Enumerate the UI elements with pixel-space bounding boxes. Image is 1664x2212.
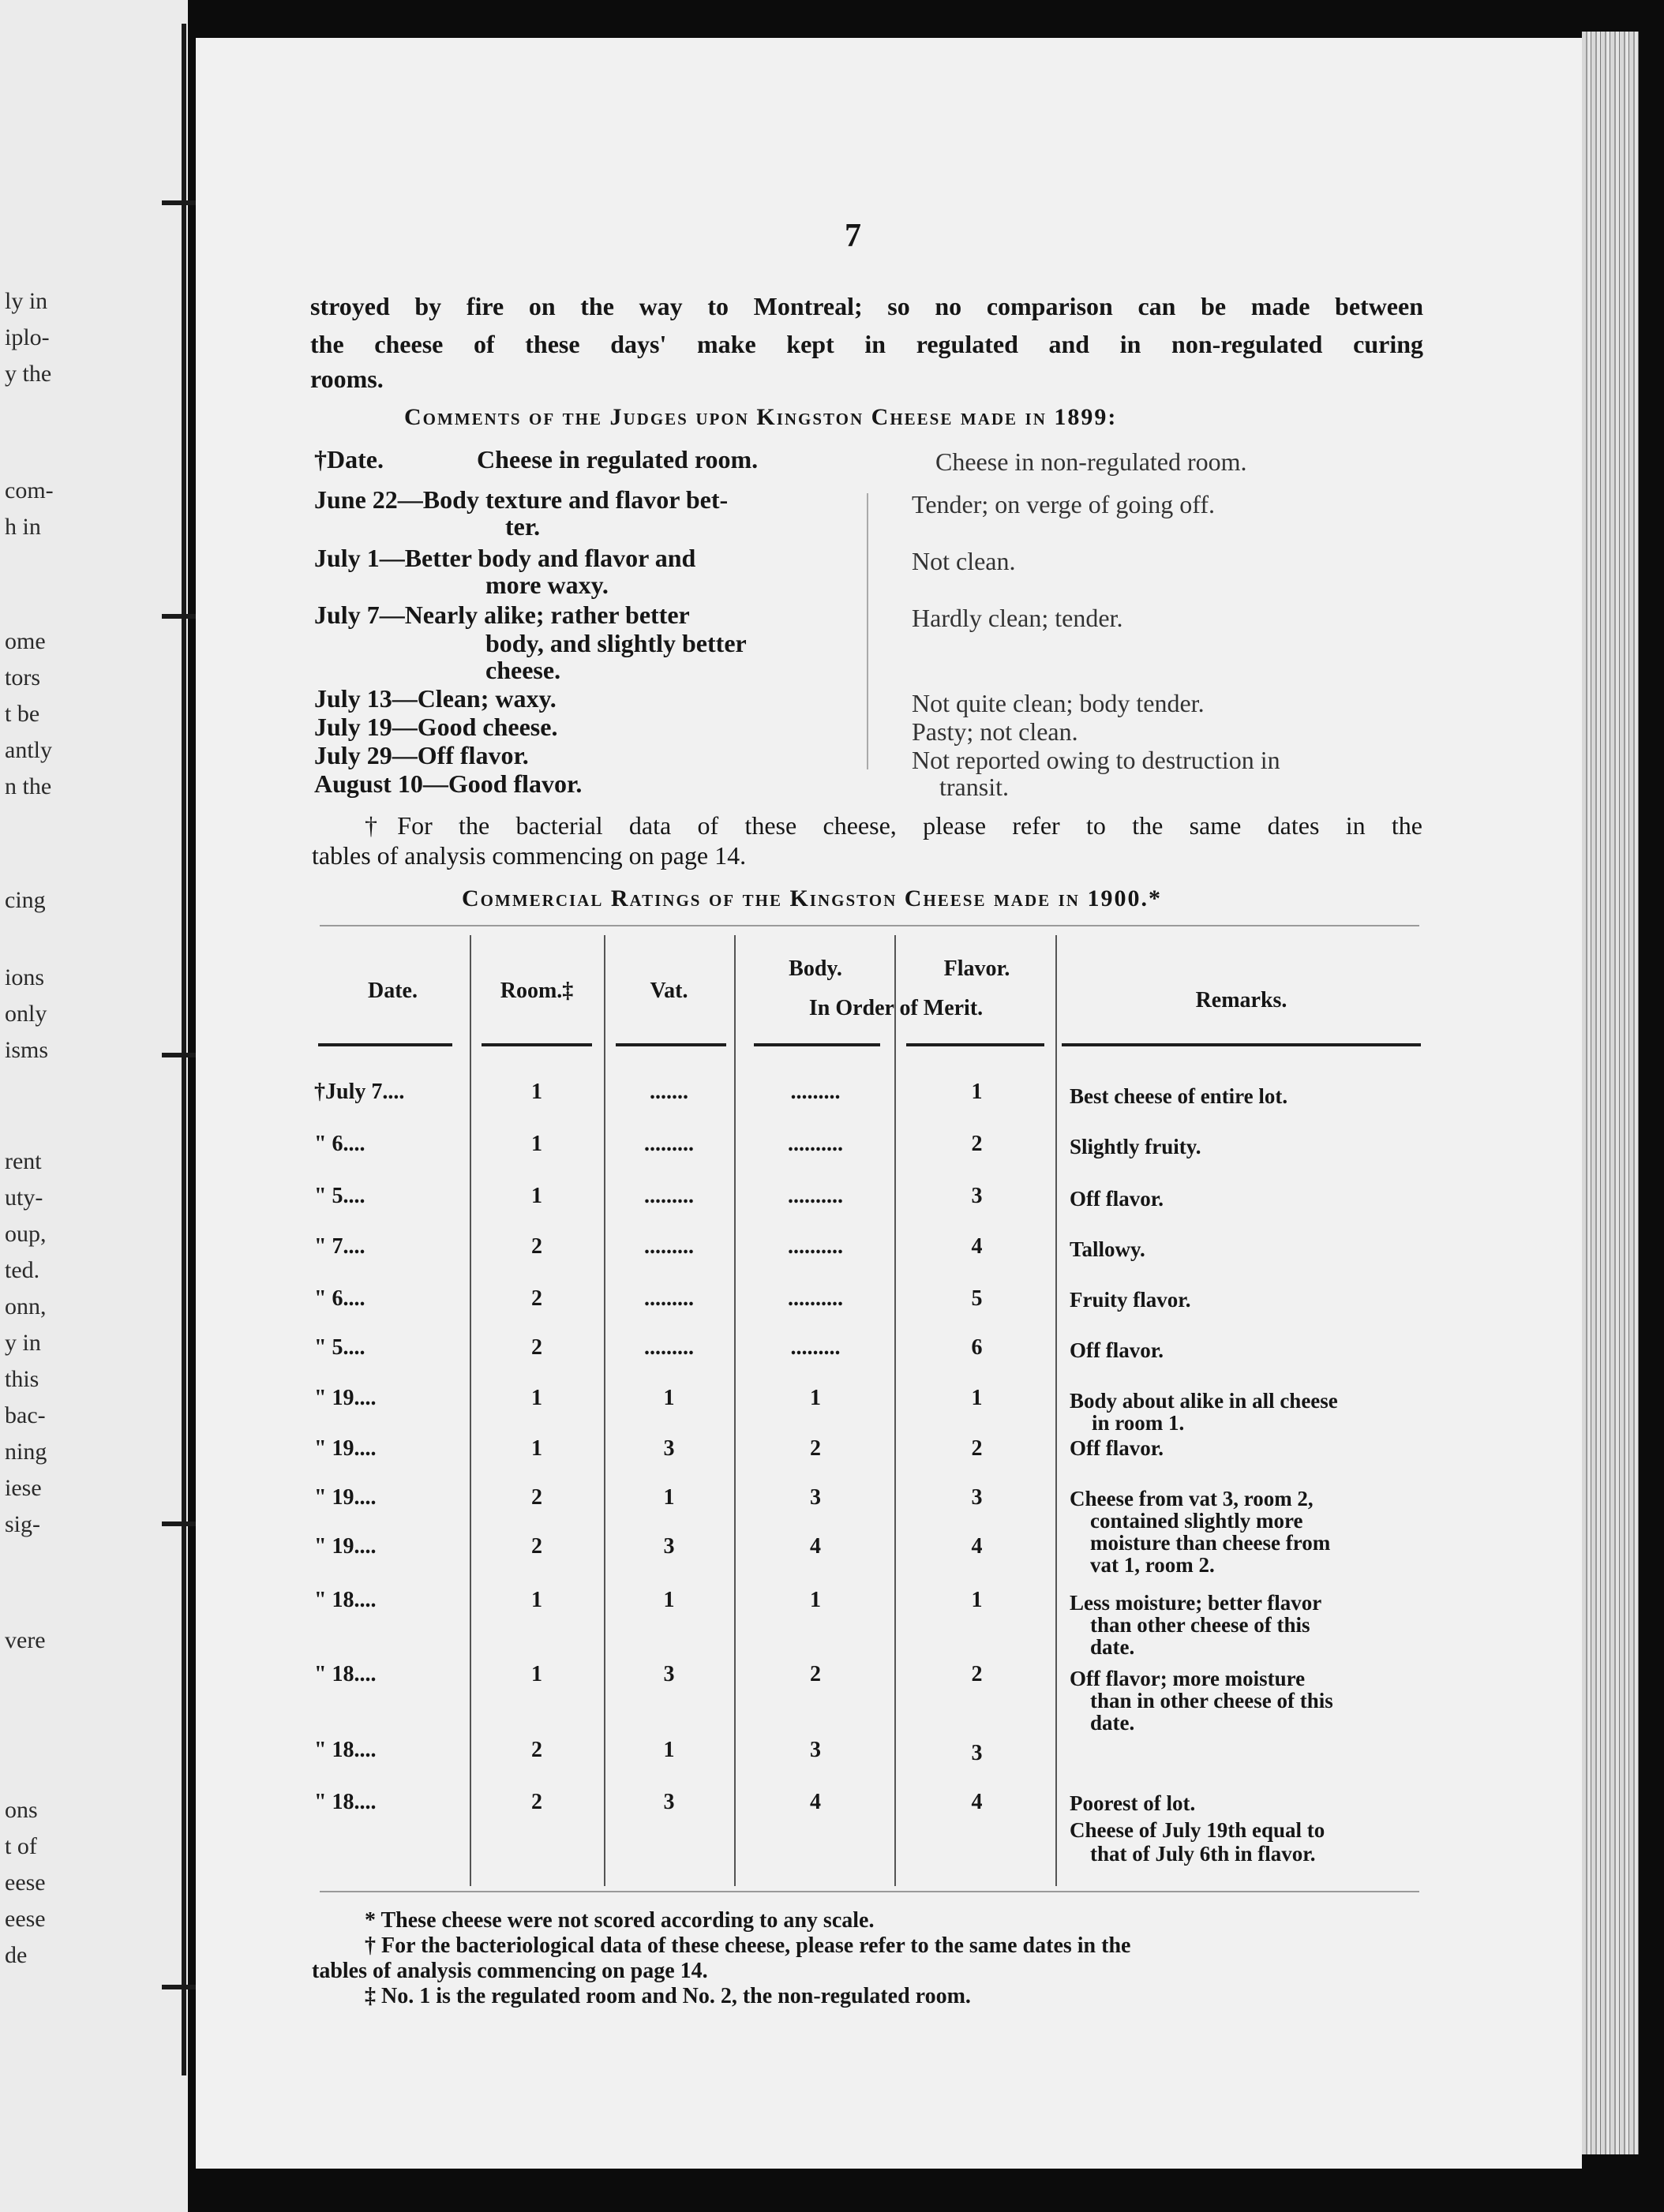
- cell-date: " 18....: [314, 1588, 377, 1612]
- cell-room: 2: [531, 1485, 542, 1510]
- comment-regulated: August 10—Good flavor.: [314, 769, 583, 798]
- header-rule: [482, 1043, 592, 1046]
- left-page-fragment: n the: [5, 773, 52, 799]
- cell-vat: 1: [663, 1738, 675, 1762]
- comments-divider: [867, 493, 868, 769]
- cell-room: 1: [531, 1588, 542, 1612]
- cell-flavor: 6: [971, 1335, 983, 1360]
- table-top-rule: [320, 925, 1419, 926]
- cell-body: .........: [790, 1335, 841, 1360]
- cell-remarks: date.: [1090, 1635, 1135, 1659]
- cell-flavor: 4: [971, 1234, 983, 1259]
- header-body: Body.: [789, 956, 842, 981]
- column-divider: [604, 935, 605, 1886]
- cell-vat: .........: [644, 1132, 694, 1156]
- cell-remarks: Off flavor; more moisture: [1070, 1667, 1306, 1690]
- left-page-fragment: sig-: [5, 1511, 40, 1537]
- cell-vat: 1: [663, 1386, 675, 1410]
- cell-room: 1: [531, 1080, 542, 1104]
- cell-body: 3: [810, 1485, 821, 1510]
- cell-vat: .......: [650, 1080, 688, 1104]
- left-page-fragment: ly in: [5, 288, 48, 314]
- cell-remarks: Less moisture; better flavor: [1070, 1591, 1322, 1615]
- left-page-fragment: h in: [5, 514, 41, 540]
- cell-body: 1: [810, 1386, 821, 1410]
- cell-remarks: Best cheese of entire lot.: [1070, 1084, 1288, 1108]
- column-divider: [1055, 935, 1057, 1886]
- cell-remarks: contained slightly more: [1090, 1509, 1303, 1533]
- column-divider: [894, 935, 896, 1886]
- left-page-fragment: iese: [5, 1475, 42, 1501]
- left-page-fragment: ning: [5, 1439, 47, 1465]
- comment-nonregulated: transit.: [939, 773, 1009, 801]
- cell-date: " 18....: [314, 1790, 377, 1814]
- comment-nonregulated: Not quite clean; body tender.: [912, 689, 1205, 717]
- comment-regulated: July 7—Nearly alike; rather better: [314, 601, 690, 629]
- cell-date: " 18....: [314, 1662, 377, 1686]
- cell-vat: 3: [663, 1662, 675, 1686]
- cell-body: ..........: [788, 1234, 843, 1259]
- ratings-heading: Commercial Ratings of the Kingston Cheese made in 1900.*: [462, 885, 1162, 911]
- cell-remarks: Off flavor.: [1070, 1436, 1164, 1460]
- left-page-fragment: t of: [5, 1833, 37, 1859]
- header-date: Date.: [368, 979, 418, 1003]
- intro-line: rooms.: [310, 365, 384, 393]
- page-number: 7: [845, 218, 861, 254]
- left-page-fragment: ons: [5, 1797, 38, 1823]
- cell-remarks: Off flavor.: [1070, 1338, 1164, 1362]
- left-page-fragment: eese: [5, 1870, 46, 1896]
- header-rule: [906, 1043, 1044, 1046]
- comment-regulated: more waxy.: [485, 571, 609, 599]
- left-page-fragment: vere: [5, 1627, 46, 1653]
- left-page-fragment: rent: [5, 1148, 42, 1174]
- cell-remarks: moisture than cheese from: [1090, 1531, 1331, 1555]
- cell-date: †July 7....: [314, 1080, 405, 1104]
- cell-flavor: 1: [971, 1588, 983, 1612]
- cell-flavor: 3: [971, 1741, 983, 1765]
- comment-regulated: July 13—Clean; waxy.: [314, 684, 557, 713]
- cell-remarks: Off flavor.: [1070, 1187, 1164, 1211]
- left-page-fragment: tors: [5, 664, 40, 691]
- cell-remarks: in room 1.: [1092, 1411, 1185, 1435]
- cell-remarks: Fruity flavor.: [1070, 1288, 1191, 1312]
- comment-nonregulated: Not clean.: [912, 547, 1016, 575]
- table-footnote: ‡ No. 1 is the regulated room and No. 2, the non-regulated room.: [365, 1984, 971, 2008]
- left-page-fragment: com-: [5, 477, 54, 503]
- cell-remarks: Cheese from vat 3, room 2,: [1070, 1487, 1314, 1510]
- left-facing-page: [0, 0, 188, 2212]
- header-vat: Vat.: [650, 979, 688, 1003]
- cell-flavor: 1: [971, 1386, 983, 1410]
- cell-remarks: that of July 6th in flavor.: [1090, 1842, 1316, 1866]
- header-rule: [318, 1043, 452, 1046]
- left-page-fragment: y in: [5, 1330, 41, 1356]
- left-page-fragment: cing: [5, 887, 46, 913]
- intro-line: stroyed by fire on the way to Montreal; so no comparison can be made between: [310, 292, 1423, 320]
- cell-body: ..........: [788, 1184, 843, 1208]
- column-divider: [734, 935, 736, 1886]
- table-footnote: † For the bacteriological data of these cheese, please refer to the same dates in the: [365, 1933, 1131, 1958]
- cell-vat: .........: [644, 1286, 694, 1311]
- comments-footnote: †For the bacterial data of these cheese, please refer to the same dates in the: [365, 811, 1422, 840]
- column-divider: [470, 935, 471, 1886]
- cell-vat: 1: [663, 1485, 675, 1510]
- comments-col-regulated: Cheese in regulated room.: [477, 445, 759, 473]
- cell-date: " 5....: [314, 1184, 365, 1208]
- left-page-fragment: eese: [5, 1906, 46, 1932]
- table-footnote: tables of analysis commencing on page 14.: [312, 1959, 708, 1983]
- cell-date: " 19....: [314, 1386, 377, 1410]
- header-rule: [616, 1043, 726, 1046]
- left-page-fragment: ome: [5, 628, 46, 654]
- cell-date: " 7....: [314, 1234, 365, 1259]
- cell-remarks: Body about alike in all cheese: [1070, 1389, 1338, 1413]
- cell-room: 1: [531, 1184, 542, 1208]
- cell-flavor: 3: [971, 1184, 983, 1208]
- comment-regulated: July 29—Off flavor.: [314, 741, 529, 769]
- cell-vat: .........: [644, 1234, 694, 1259]
- intro-line: the cheese of these days' make kept in regulated and in non-regulated curing: [310, 330, 1423, 358]
- left-page-fragment: ions: [5, 964, 45, 990]
- left-page-fragment: bac-: [5, 1402, 46, 1428]
- cell-flavor: 2: [971, 1132, 983, 1156]
- comments-col-nonregulated: Cheese in non-regulated room.: [935, 447, 1247, 476]
- left-page-fragment: y the: [5, 361, 52, 387]
- left-page-fragment: ted.: [5, 1257, 40, 1283]
- left-page-fragment: t be: [5, 701, 40, 727]
- cell-body: 3: [810, 1738, 821, 1762]
- header-rule: [754, 1043, 880, 1046]
- cell-remarks: Cheese of July 19th equal to: [1070, 1818, 1325, 1842]
- comment-regulated: July 1—Better body and flavor and: [314, 544, 696, 572]
- cell-room: 2: [531, 1286, 542, 1311]
- cell-date: " 19....: [314, 1534, 377, 1559]
- cell-date: " 6....: [314, 1132, 365, 1156]
- cell-body: 4: [810, 1790, 821, 1814]
- cell-body: ..........: [788, 1286, 843, 1311]
- cell-flavor: 1: [971, 1080, 983, 1104]
- left-page-fragment: oup,: [5, 1221, 47, 1247]
- comment-regulated: ter.: [505, 512, 541, 541]
- left-page-fragment: only: [5, 1001, 47, 1027]
- cell-vat: 3: [663, 1790, 675, 1814]
- cell-remarks: than in other cheese of this: [1090, 1689, 1333, 1712]
- comment-regulated: body, and slightly better: [485, 629, 747, 657]
- cell-remarks: vat 1, room 2.: [1090, 1553, 1215, 1577]
- cell-vat: 1: [663, 1588, 675, 1612]
- cell-date: " 5....: [314, 1335, 365, 1360]
- cell-body: 2: [810, 1662, 821, 1686]
- header-flavor: Flavor.: [943, 956, 1010, 981]
- comment-nonregulated: Tender; on verge of going off.: [912, 490, 1216, 518]
- cell-room: 1: [531, 1662, 542, 1686]
- cell-vat: 3: [663, 1534, 675, 1559]
- cell-remarks: than other cheese of this: [1090, 1613, 1310, 1637]
- left-page-fragment: this: [5, 1366, 39, 1392]
- cell-date: " 6....: [314, 1286, 365, 1311]
- cell-flavor: 2: [971, 1662, 983, 1686]
- cell-flavor: 3: [971, 1485, 983, 1510]
- cell-room: 1: [531, 1436, 542, 1461]
- cell-vat: .........: [644, 1184, 694, 1208]
- cell-body: .........: [790, 1080, 841, 1104]
- header-room: Room.‡: [500, 979, 574, 1003]
- cell-date: " 19....: [314, 1485, 377, 1510]
- comments-heading: Comments of the Judges upon Kingston Cheese made in 1899:: [404, 404, 1118, 430]
- cell-date: " 19....: [314, 1436, 377, 1461]
- cell-vat: .........: [644, 1335, 694, 1360]
- header-remarks: Remarks.: [1195, 988, 1287, 1012]
- comment-nonregulated: Pasty; not clean.: [912, 717, 1078, 746]
- cell-flavor: 4: [971, 1790, 983, 1814]
- left-page-fragment: onn,: [5, 1293, 47, 1319]
- cell-flavor: 2: [971, 1436, 983, 1461]
- header-rule: [1062, 1043, 1421, 1046]
- left-page-fragment: antly: [5, 737, 52, 763]
- comment-nonregulated: Not reported owing to destruction in: [912, 746, 1280, 774]
- left-page-fragment: iplo-: [5, 324, 50, 350]
- cell-body: 1: [810, 1588, 821, 1612]
- binding-line: [182, 24, 186, 2075]
- cell-remarks: Slightly fruity.: [1070, 1135, 1201, 1158]
- cell-body: ..........: [788, 1132, 843, 1156]
- table-bottom-rule: [320, 1891, 1419, 1892]
- cell-room: 2: [531, 1335, 542, 1360]
- comment-regulated: July 19—Good cheese.: [314, 713, 558, 741]
- cell-body: 2: [810, 1436, 821, 1461]
- cell-remarks: Poorest of lot.: [1070, 1791, 1196, 1815]
- cell-room: 2: [531, 1234, 542, 1259]
- comments-col-date: †Date.: [314, 445, 384, 473]
- cell-date: " 18....: [314, 1738, 377, 1762]
- comment-regulated: cheese.: [485, 656, 561, 684]
- cell-room: 1: [531, 1386, 542, 1410]
- comments-footnote: tables of analysis commencing on page 14.: [312, 841, 747, 870]
- cell-remarks: date.: [1090, 1711, 1135, 1735]
- left-page-fragment: de: [5, 1942, 28, 1968]
- table-footnote: * These cheese were not scored according to any scale.: [365, 1908, 875, 1933]
- cell-flavor: 5: [971, 1286, 983, 1311]
- cell-room: 2: [531, 1790, 542, 1814]
- cell-room: 2: [531, 1738, 542, 1762]
- cell-room: 2: [531, 1534, 542, 1559]
- cell-flavor: 4: [971, 1534, 983, 1559]
- left-page-fragment: isms: [5, 1037, 49, 1063]
- cell-vat: 3: [663, 1436, 675, 1461]
- header-order-of-merit: In Order of Merit.: [808, 996, 984, 1020]
- left-page-fragment: uty-: [5, 1185, 43, 1211]
- cell-remarks: Tallowy.: [1070, 1237, 1145, 1261]
- comment-nonregulated: Hardly clean; tender.: [912, 604, 1123, 632]
- page-edge-stack: [1582, 32, 1639, 2154]
- cell-room: 1: [531, 1132, 542, 1156]
- cell-body: 4: [810, 1534, 821, 1559]
- comment-regulated: June 22—Body texture and flavor bet-: [314, 485, 729, 514]
